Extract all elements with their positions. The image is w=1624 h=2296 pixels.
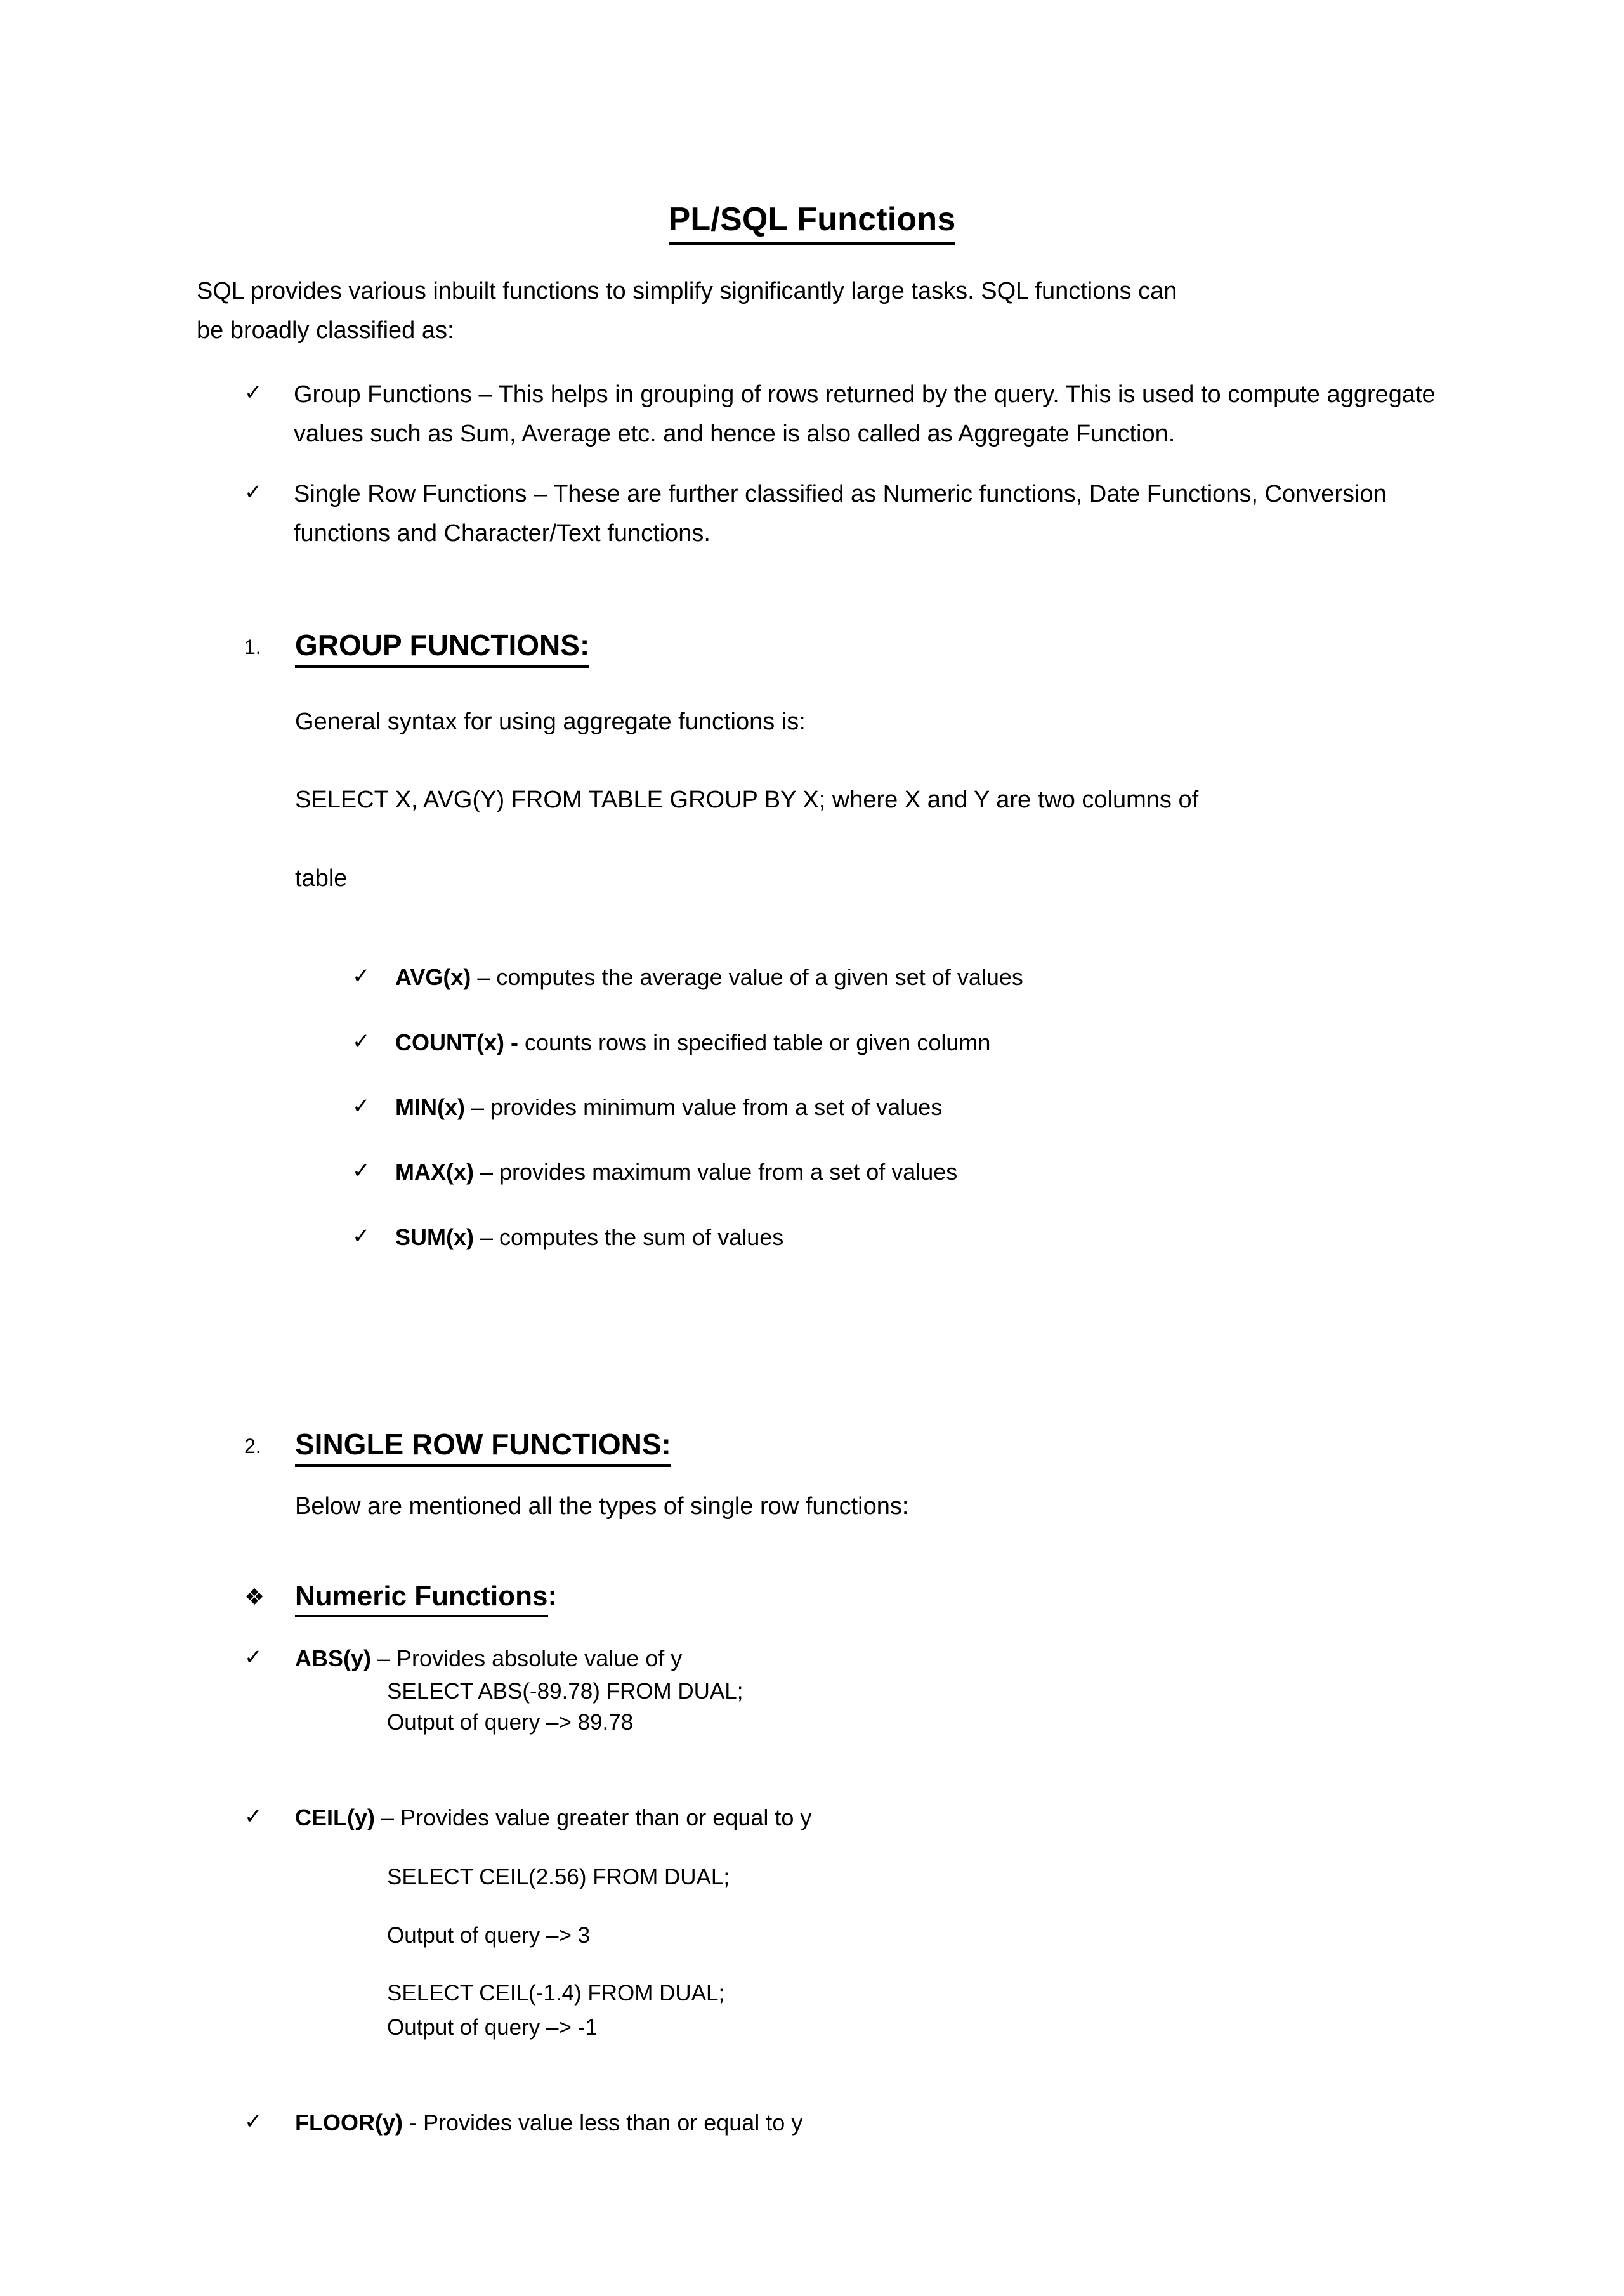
check-icon: ✓ <box>244 1645 263 1669</box>
function-description: - Provides value less than or equal to y <box>402 2109 803 2136</box>
list-item-label: Single Row Functions – These are further classified as Numeric functions, Date Functions, Conversion functions and Character/Text functions. <box>294 481 1387 547</box>
check-icon: ✓ <box>244 2109 263 2134</box>
page-title <box>0 0 1624 238</box>
numeric-function-floor <box>244 2106 1624 2140</box>
numeric-function-abs <box>244 1641 1624 1738</box>
check-icon: ✓ <box>352 1093 370 1118</box>
check-icon: ✓ <box>352 1159 370 1184</box>
classification-list <box>244 375 1624 553</box>
aggregate-function-count <box>395 1024 1624 1061</box>
function-description: – provides maximum value from a set of values <box>474 1159 958 1185</box>
function-description: – computes the average value of a given set of values <box>471 964 1023 991</box>
spacer <box>244 2069 1624 2106</box>
syntax-line-continued: table <box>295 864 348 892</box>
section-heading <box>244 1427 1624 1462</box>
example-query: SELECT CEIL(2.56) FROM DUAL; <box>387 1864 730 1889</box>
group-functions-body <box>295 703 1624 899</box>
list-item <box>352 959 1624 996</box>
function-title <box>295 1641 1624 1676</box>
example-output: Output of query –> 3 <box>387 1922 591 1948</box>
section-heading-text: GROUP FUNCTIONS: <box>295 629 589 668</box>
aggregate-function-list <box>352 959 1624 1256</box>
function-name: AVG(x) <box>395 964 471 991</box>
check-icon: ✓ <box>244 480 263 505</box>
numeric-function-ceil <box>244 1801 1624 2044</box>
page-title-text: PL/SQL Functions <box>669 201 956 245</box>
syntax-line: SELECT X, AVG(Y) FROM TABLE GROUP BY X; where X and Y are two columns of <box>295 786 1199 814</box>
diamond-icon: ❖ <box>244 1583 265 1610</box>
list-item <box>244 475 1442 553</box>
aggregate-function-max <box>395 1154 1624 1190</box>
section-number: 2. <box>244 1434 261 1458</box>
check-icon: ✓ <box>352 1223 370 1248</box>
single-row-functions-body <box>295 1487 1624 1527</box>
list-item <box>244 375 1442 453</box>
function-examples <box>387 1862 1624 2044</box>
check-icon: ✓ <box>352 1029 370 1053</box>
subheading-numeric-functions <box>244 1579 1624 1614</box>
spacer <box>0 1284 1624 1352</box>
function-description: counts rows in specified table or given column <box>518 1029 991 1055</box>
function-name: CEIL(y) <box>295 1804 375 1830</box>
syntax-intro: General syntax for using aggregate functions is: <box>295 708 806 735</box>
check-icon: ✓ <box>244 1804 263 1829</box>
aggregate-function-avg <box>395 959 1624 996</box>
section-single-row-functions <box>244 1427 1624 1462</box>
function-name: FLOOR(y) <box>295 2109 403 2136</box>
list-item <box>352 1219 1624 1256</box>
example-output: Output of query –> 89.78 <box>387 1710 634 1735</box>
list-item <box>352 1154 1624 1190</box>
function-description: – Provides value greater than or equal to y <box>375 1804 812 1830</box>
intro-paragraph: SQL provides various inbuilt functions to simplify significantly large tasks. SQL functions can be broadly classified as: <box>197 278 1177 344</box>
function-description: – Provides absolute value of y <box>371 1645 683 1671</box>
function-examples <box>387 1676 1624 1738</box>
section-number: 1. <box>244 636 261 659</box>
list-item <box>352 1089 1624 1126</box>
function-description: – provides minimum value from a set of values <box>465 1093 943 1120</box>
function-name: ABS(y) <box>295 1645 372 1671</box>
check-icon: ✓ <box>352 964 370 989</box>
numeric-function-list <box>244 1641 1624 2140</box>
example-output: Output of query –> -1 <box>387 2015 598 2040</box>
check-icon: ✓ <box>244 381 263 405</box>
section-heading <box>244 628 1624 663</box>
function-name: MIN(x) <box>395 1093 465 1120</box>
list-item-label: Group Functions – This helps in grouping of rows returned by the query. This is used to compute aggregate values such as Sum, Average etc. and hence is also called as Aggregate Function. <box>294 381 1436 447</box>
function-name: MAX(x) <box>395 1159 474 1185</box>
function-description: – computes the sum of values <box>474 1223 784 1250</box>
subheading-text <box>244 1579 1624 1614</box>
section-group-functions <box>244 628 1624 663</box>
subheading-colon: : <box>547 1580 558 1612</box>
spacer <box>244 1764 1624 1801</box>
function-name: SUM(x) <box>395 1223 474 1250</box>
aggregate-function-min <box>395 1089 1624 1126</box>
subheading-label: Numeric Functions <box>295 1581 548 1617</box>
function-name: COUNT(x) - <box>395 1029 518 1055</box>
single-row-intro: Below are mentioned all the types of single row functions: <box>295 1493 909 1520</box>
list-item <box>352 1024 1624 1061</box>
aggregate-function-sum <box>395 1219 1624 1256</box>
function-title <box>295 2106 1624 2140</box>
section-heading-text: SINGLE ROW FUNCTIONS: <box>295 1428 671 1467</box>
example-query: SELECT ABS(-89.78) FROM DUAL; <box>387 1678 743 1704</box>
example-query: SELECT CEIL(-1.4) FROM DUAL; <box>387 1981 725 2006</box>
function-title <box>295 1801 1624 1835</box>
